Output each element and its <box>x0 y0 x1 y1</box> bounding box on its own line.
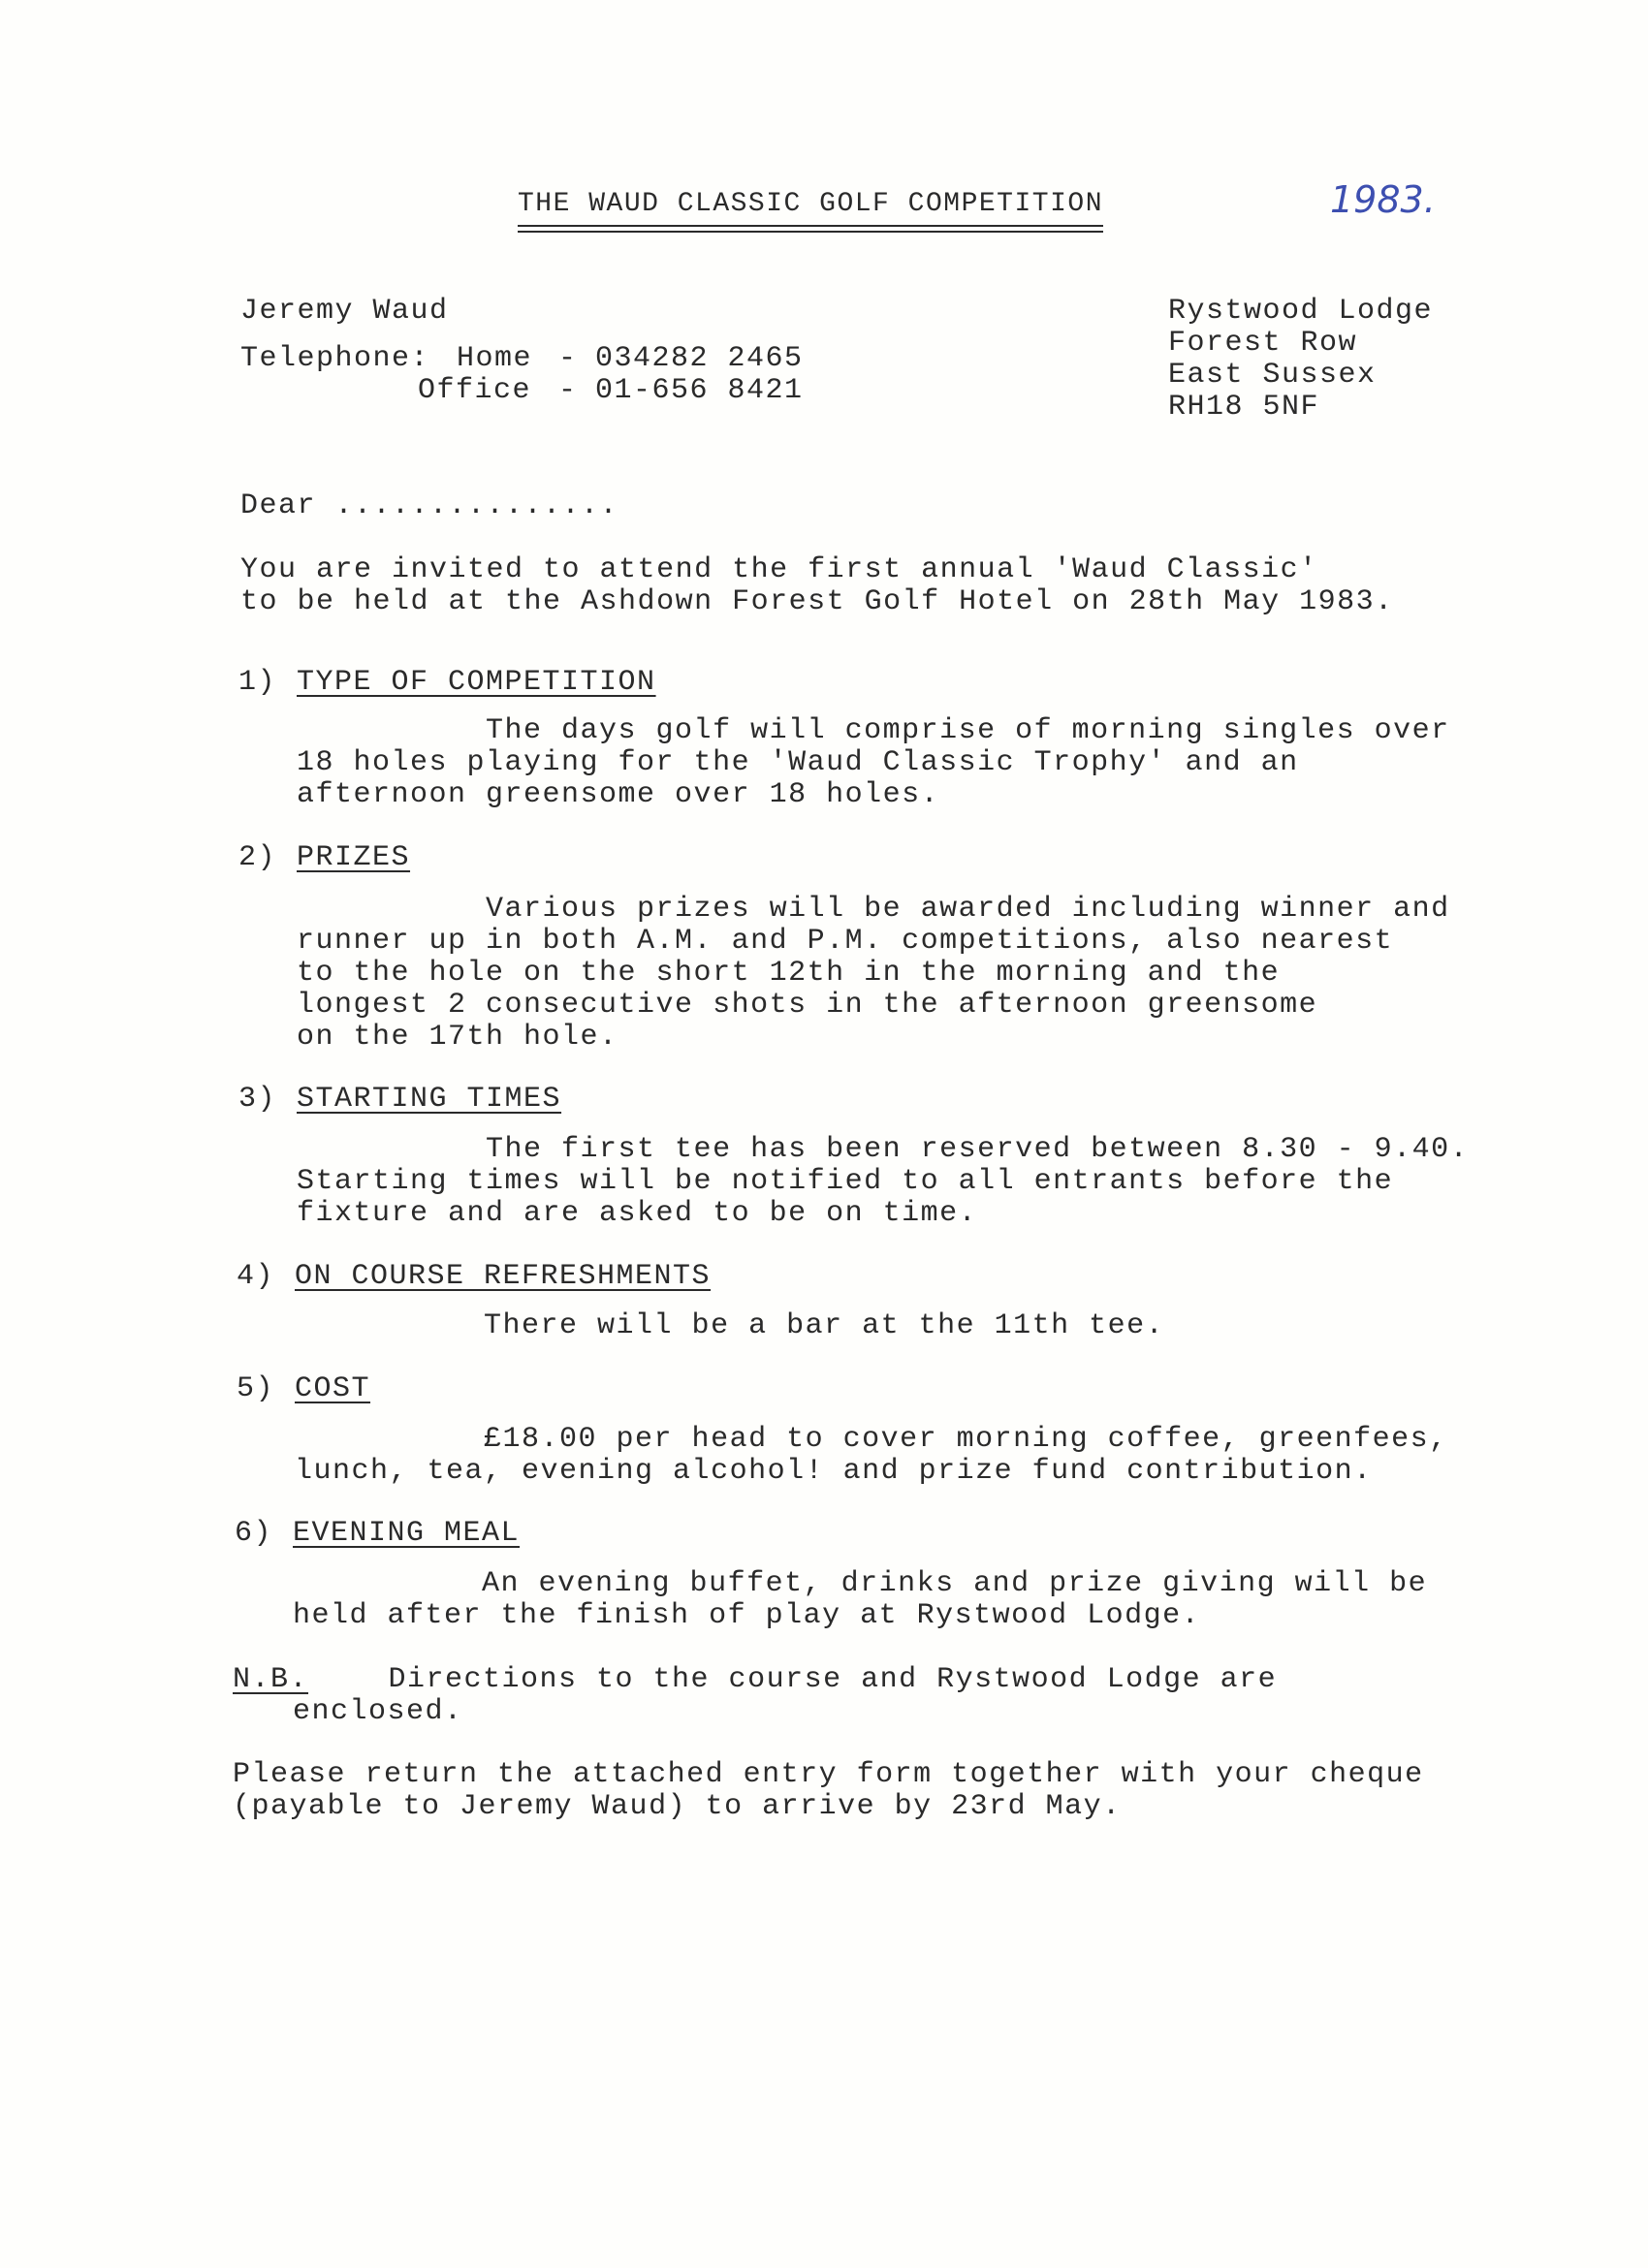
section-line: An evening buffet, drinks and prize giving will be <box>293 1567 1428 1600</box>
section-number: 6) <box>235 1517 273 1550</box>
section-line: Starting times will be notified to all entrants before the <box>297 1165 1394 1198</box>
office-number: 01-656 8421 <box>595 374 804 407</box>
section-line: runner up in both A.M. and P.M. competitions, also nearest <box>297 925 1394 958</box>
section-line: fixture and are asked to be on time. <box>297 1197 978 1230</box>
intro-line: You are invited to attend the first annual 'Waud Classic' <box>240 553 1318 586</box>
home-number: 034282 2465 <box>595 342 804 375</box>
nb-line: Directions to the course and Rystwood Lodge are <box>332 1663 1278 1696</box>
section-heading: ON COURSE REFRESHMENTS <box>295 1260 712 1293</box>
section-line: Various prizes will be awarded including winner and <box>297 893 1450 926</box>
address-line: RH18 5NF <box>1168 391 1320 424</box>
section-line: The days golf will comprise of morning singles over <box>297 714 1450 747</box>
section-line: on the 17th hole. <box>297 1021 618 1054</box>
nb-line: enclosed. <box>293 1695 463 1728</box>
section-line: longest 2 consecutive shots in the afternoon greensome <box>297 989 1318 1022</box>
telephone-label: Telephone: <box>240 342 430 375</box>
handwritten-year: 1983. <box>1330 178 1436 221</box>
section-number: 2) <box>238 841 277 874</box>
home-label: Home <box>457 342 533 375</box>
section-line: There will be a bar at the 11th tee. <box>295 1309 1165 1342</box>
closing-line: (payable to Jeremy Waud) to arrive by 23rd May. <box>233 1790 1122 1823</box>
section-heading: COST <box>295 1372 371 1405</box>
section-line: £18.00 per head to cover morning coffee, greenfees, <box>295 1423 1448 1456</box>
section-line: afternoon greensome over 18 holes. <box>297 778 940 811</box>
section-heading: PRIZES <box>297 841 411 874</box>
section-heading: STARTING TIMES <box>297 1083 562 1116</box>
section-line: to the hole on the short 12th in the morning and the <box>297 957 1281 990</box>
office-label: Office <box>418 374 532 407</box>
dash-office: - <box>558 374 578 407</box>
nb-label: N.B. <box>233 1663 309 1696</box>
section-number: 1) <box>238 666 277 699</box>
dash-home: - <box>558 342 578 375</box>
salutation: Dear ............... <box>240 489 619 522</box>
section-number: 3) <box>238 1083 277 1116</box>
section-line: 18 holes playing for the 'Waud Classic Trophy' and an <box>297 746 1299 779</box>
section-line: lunch, tea, evening alcohol! and prize fund contribution. <box>295 1455 1373 1488</box>
document-title: THE WAUD CLASSIC GOLF COMPETITION <box>518 188 1103 227</box>
closing-line: Please return the attached entry form together with your cheque <box>233 1758 1424 1791</box>
section-number: 5) <box>237 1372 275 1405</box>
address-line: Rystwood Lodge <box>1168 295 1434 328</box>
section-line: The first tee has been reserved between 8.30 - 9.40. <box>297 1133 1470 1166</box>
section-number: 4) <box>237 1260 275 1293</box>
sender-name: Jeremy Waud <box>240 295 449 328</box>
section-line: held after the finish of play at Rystwood Lodge. <box>293 1599 1201 1632</box>
intro-line: to be held at the Ashdown Forest Golf Hotel on 28th May 1983. <box>240 585 1394 618</box>
address-line: East Sussex <box>1168 359 1377 392</box>
section-heading: TYPE OF COMPETITION <box>297 666 656 699</box>
address-line: Forest Row <box>1168 327 1358 360</box>
section-heading: EVENING MEAL <box>293 1517 521 1550</box>
